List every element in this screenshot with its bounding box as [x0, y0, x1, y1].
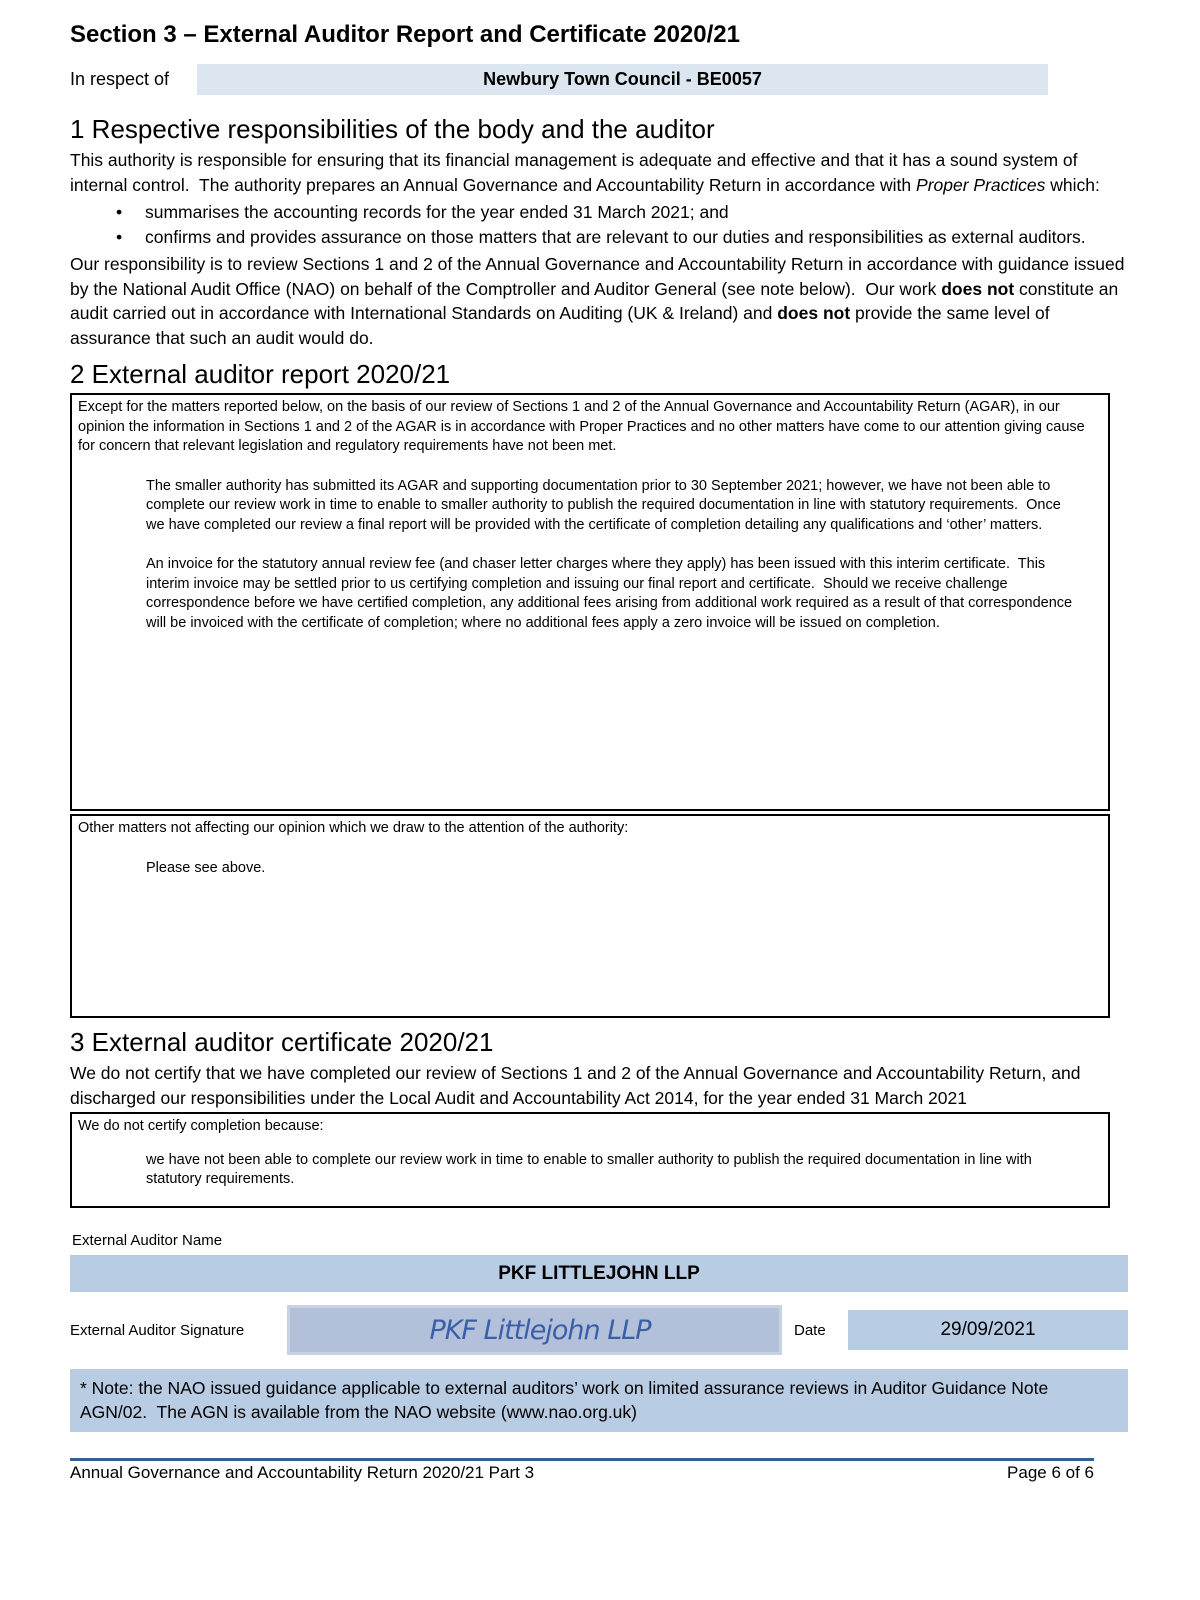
certificate-intro: We do not certify that we have completed our review of Sections 1 and 2 of the Annual Governance and Accountability Return, and discharged our responsibilities under the Local Audit and Accountability Act 2014, for the year ended 31 March 2021	[70, 1063, 1086, 1108]
external-auditor-name-field[interactable]: PKF LITTLEJOHN LLP	[70, 1255, 1128, 1292]
bullet-list	[70, 200, 1128, 249]
section-1-intro: This authority is responsible for ensuring that its financial management is adequate and effective and that it has a sound system of internal control. The authority prepares an Annual Governance and Accountability Return in accordance with Proper Practices which:	[70, 150, 1100, 195]
bullet-icon: •	[116, 202, 123, 222]
nao-note: * Note: the NAO issued guidance applicable to external auditors’ work on limited assurance reviews in Auditor Guidance Note AGN/02. The AGN is available from the NAO website (www.nao.org.uk)	[70, 1369, 1128, 1432]
page-title: Section 3 – External Auditor Report and Certificate 2020/21	[70, 21, 740, 48]
date-label: Date	[794, 1321, 826, 1339]
external-auditor-name-label: External Auditor Name	[72, 1232, 223, 1249]
section-2-heading: 2 External auditor report 2020/21	[70, 359, 451, 389]
signature-row	[70, 1305, 1128, 1355]
report-paragraph-2: An invoice for the statutory annual review fee (and chaser letter charges where they apply) has been issued with this interim certificate. This interim invoice may be settled prior to us certifying completion and issuing our final report and certificate. Should we receive challenge correspondence before we have certified completion, any additional fees arising from additional work required as a result of that correspondence will be invoiced with the certificate of completion; where no additional fees apply a zero invoice will be issued on completion.	[146, 556, 1077, 631]
page-footer	[70, 1461, 1094, 1483]
in-respect-of-label: In respect of	[70, 69, 170, 89]
authority-name-field[interactable]: Newbury Town Council - BE0057	[197, 64, 1048, 95]
date-field[interactable]: 29/09/2021	[848, 1310, 1128, 1350]
bullet-icon: •	[116, 226, 123, 247]
section-1-heading: 1 Respective responsibilities of the body and the auditor	[70, 114, 715, 144]
certificate-box-label: We do not certify completion because:	[78, 1118, 324, 1134]
section-3-heading: 3 External auditor certificate 2020/21	[70, 1027, 494, 1057]
list-item	[70, 200, 1128, 225]
list-item	[70, 225, 1128, 250]
other-matters-box	[70, 814, 1110, 1018]
certificate-box	[70, 1112, 1110, 1208]
footer-left: Annual Governance and Accountability Return 2020/21 Part 3	[70, 1463, 535, 1482]
report-paragraph-1: The smaller authority has submitted its AGAR and supporting documentation prior to 30 September 2021; however, we have not been able to complete our review work in time to enable to smaller authority to publish the required documentation in line with statutory requirements. Once we have completed our review a final report will be provided with the certificate of completion detailing any qualifications and ‘other’ matters.	[146, 477, 1065, 533]
other-matters-text: Please see above.	[146, 859, 266, 876]
auditor-report-box	[70, 393, 1110, 811]
other-matters-label: Other matters not affecting our opinion which we draw to the attention of the authority:	[78, 820, 629, 836]
signature-text: PKF Littlejohn LLP	[429, 1315, 651, 1346]
external-auditor-signature-label: External Auditor Signature	[70, 1321, 245, 1339]
signature-field[interactable]	[287, 1305, 782, 1355]
bullet-text: confirms and provides assurance on those matters that are relevant to our duties and responsibilities as external auditors.	[145, 226, 1086, 247]
signature-image	[290, 1308, 779, 1352]
certificate-box-text: we have not been able to complete our review work in time to enable to smaller authority to publish the required documentation in line with statutory requirements.	[146, 1151, 1036, 1187]
bullet-text: summarises the accounting records for the year ended 31 March 2021; and	[145, 202, 729, 222]
in-respect-of-row	[70, 64, 1128, 95]
footer-right: Page 6 of 6	[1007, 1463, 1094, 1482]
section-1-responsibility: Our responsibility is to review Sections 1 and 2 of the Annual Governance and Accountability Return in accordance with guidance issued by the National Audit Office (NAO) on behalf of the Comptroller and Auditor General (see note below). Our work does not constitute an audit carried out in accordance with International Standards on Auditing (UK & Ireland) and does not provide the same level of assurance that such an audit would do.	[70, 254, 1130, 348]
report-box-intro: Except for the matters reported below, on the basis of our review of Sections 1 and 2 of the Annual Governance and Accountability Return (AGAR), in our opinion the information in Sections 1 and 2 of the AGAR is in accordance with Proper Practices and no other matters have come to our attention giving cause for concern that relevant legislation and regulatory requirements have not been met.	[78, 399, 1089, 454]
